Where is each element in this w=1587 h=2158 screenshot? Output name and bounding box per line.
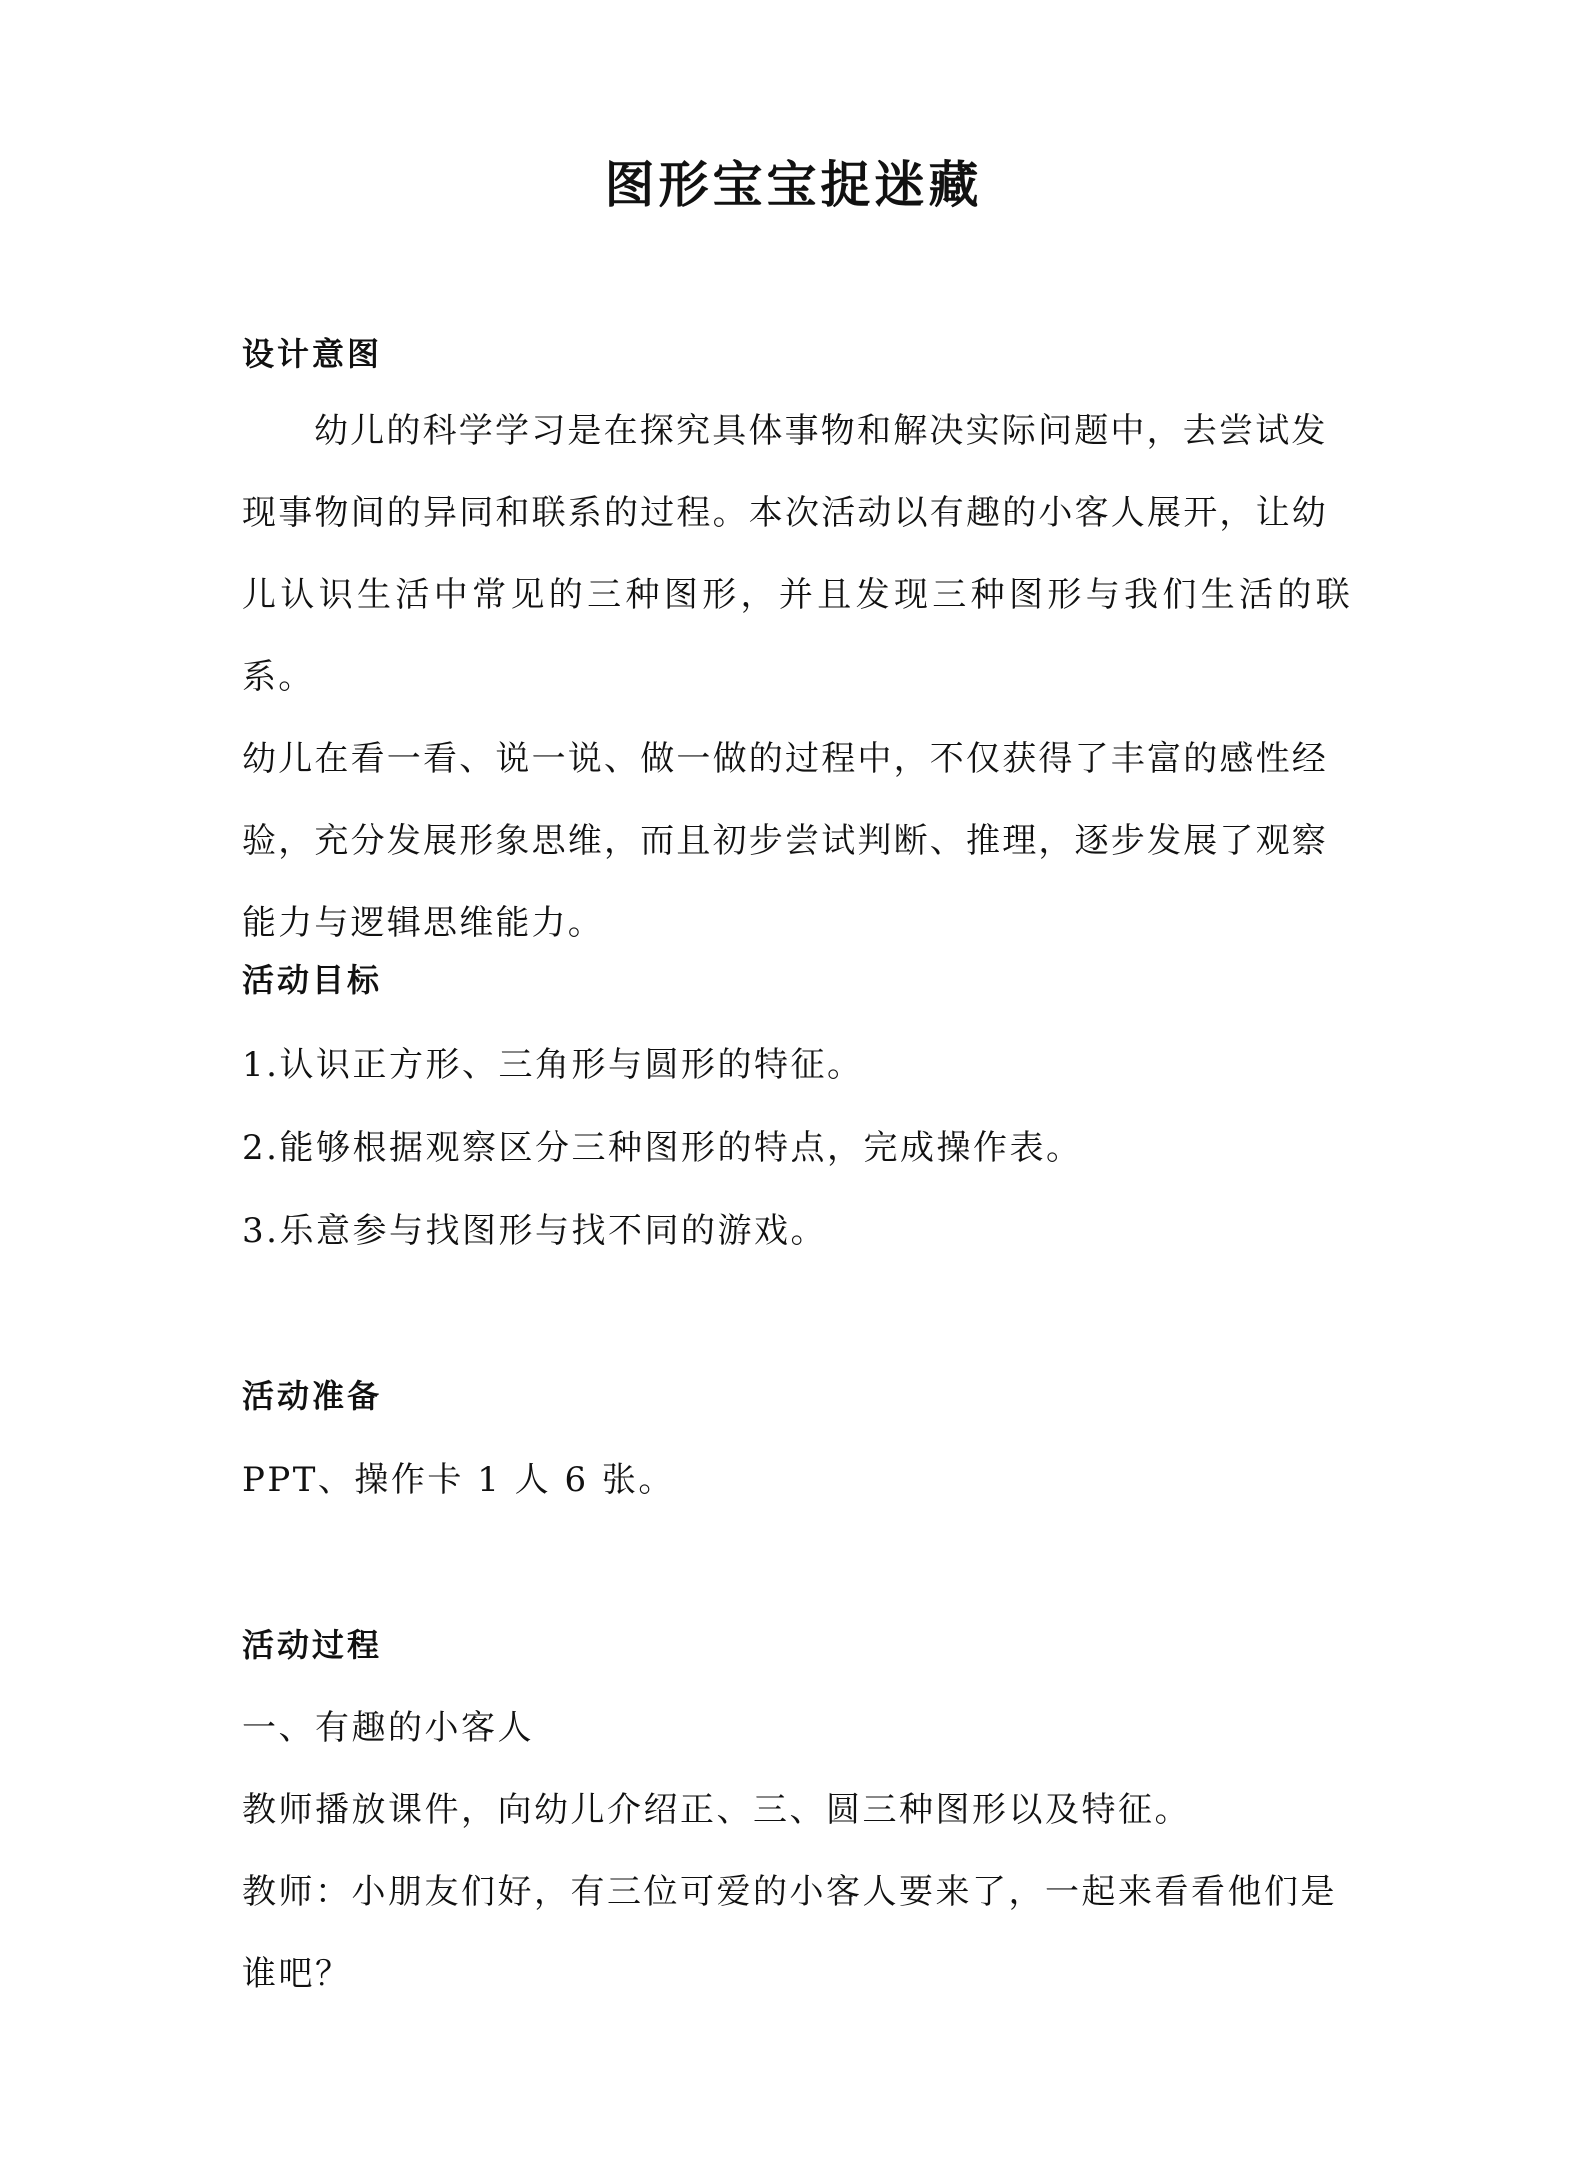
dialogue-line: 教师：小朋友们好，有三位可爱的小客人要来了，一起来看看他们是 [242,1872,1337,1912]
section-process [242,1625,1352,1665]
section-goals [242,960,1352,1000]
dialogue-line-1-wrap [242,1872,1352,1912]
process-step-title: 一、有趣的小客人 [242,1708,534,1748]
goal-item: 3.乐意参与找图形与找不同的游戏。 [242,1211,827,1251]
design-intent-paragraph [242,390,1352,964]
goal-item: 1.认识正方形、三角形与圆形的特征。 [242,1045,864,1085]
goal-item-2-wrap [242,1128,1352,1168]
paragraph-line: 幼儿在看一看、说一说、做一做的过程中，不仅获得了丰富的感性经 [242,739,1328,779]
dialogue-line: 谁吧？ [242,1954,352,1994]
process-step-text: 教师播放课件，向幼儿介绍正、三、圆三种图形以及特征。 [242,1790,1191,1830]
dialogue-line-2-wrap [242,1954,1352,1994]
goal-item-1-wrap [242,1045,1352,1085]
document-title: 图形宝宝捉迷藏 [604,155,983,214]
section-heading-goals: 活动目标 [242,961,383,999]
paragraph-line: 验，充分发展形象思维，而且初步尝试判断、推理，逐步发展了观察 [242,821,1328,861]
section-heading-process: 活动过程 [242,1626,383,1664]
preparation-text: PPT、操作卡 1 人 6 张。 [242,1460,675,1500]
section-preparation [242,1376,1352,1416]
preparation-text-wrap [242,1460,1352,1500]
paragraph-line: 能力与逻辑思维能力。 [242,903,604,943]
paragraph-line: 现事物间的异同和联系的过程。本次活动以有趣的小客人展开，让幼 [242,493,1328,533]
process-step1-text-wrap [242,1790,1352,1830]
paragraph-line: 幼儿的科学学习是在探究具体事物和解决实际问题中，去尝试发 [314,411,1328,451]
section-heading-design-intent: 设计意图 [242,335,383,373]
paragraph-line: 儿认识生活中常见的三种图形，并且发现三种图形与我们生活的联系。 [242,575,1352,697]
section-heading-preparation: 活动准备 [242,1377,383,1415]
process-step1-title-wrap [242,1708,1352,1748]
goal-item-3-wrap [242,1211,1352,1251]
goal-item: 2.能够根据观察区分三种图形的特点，完成操作表。 [242,1128,1083,1168]
section-design-intent [242,334,1352,374]
